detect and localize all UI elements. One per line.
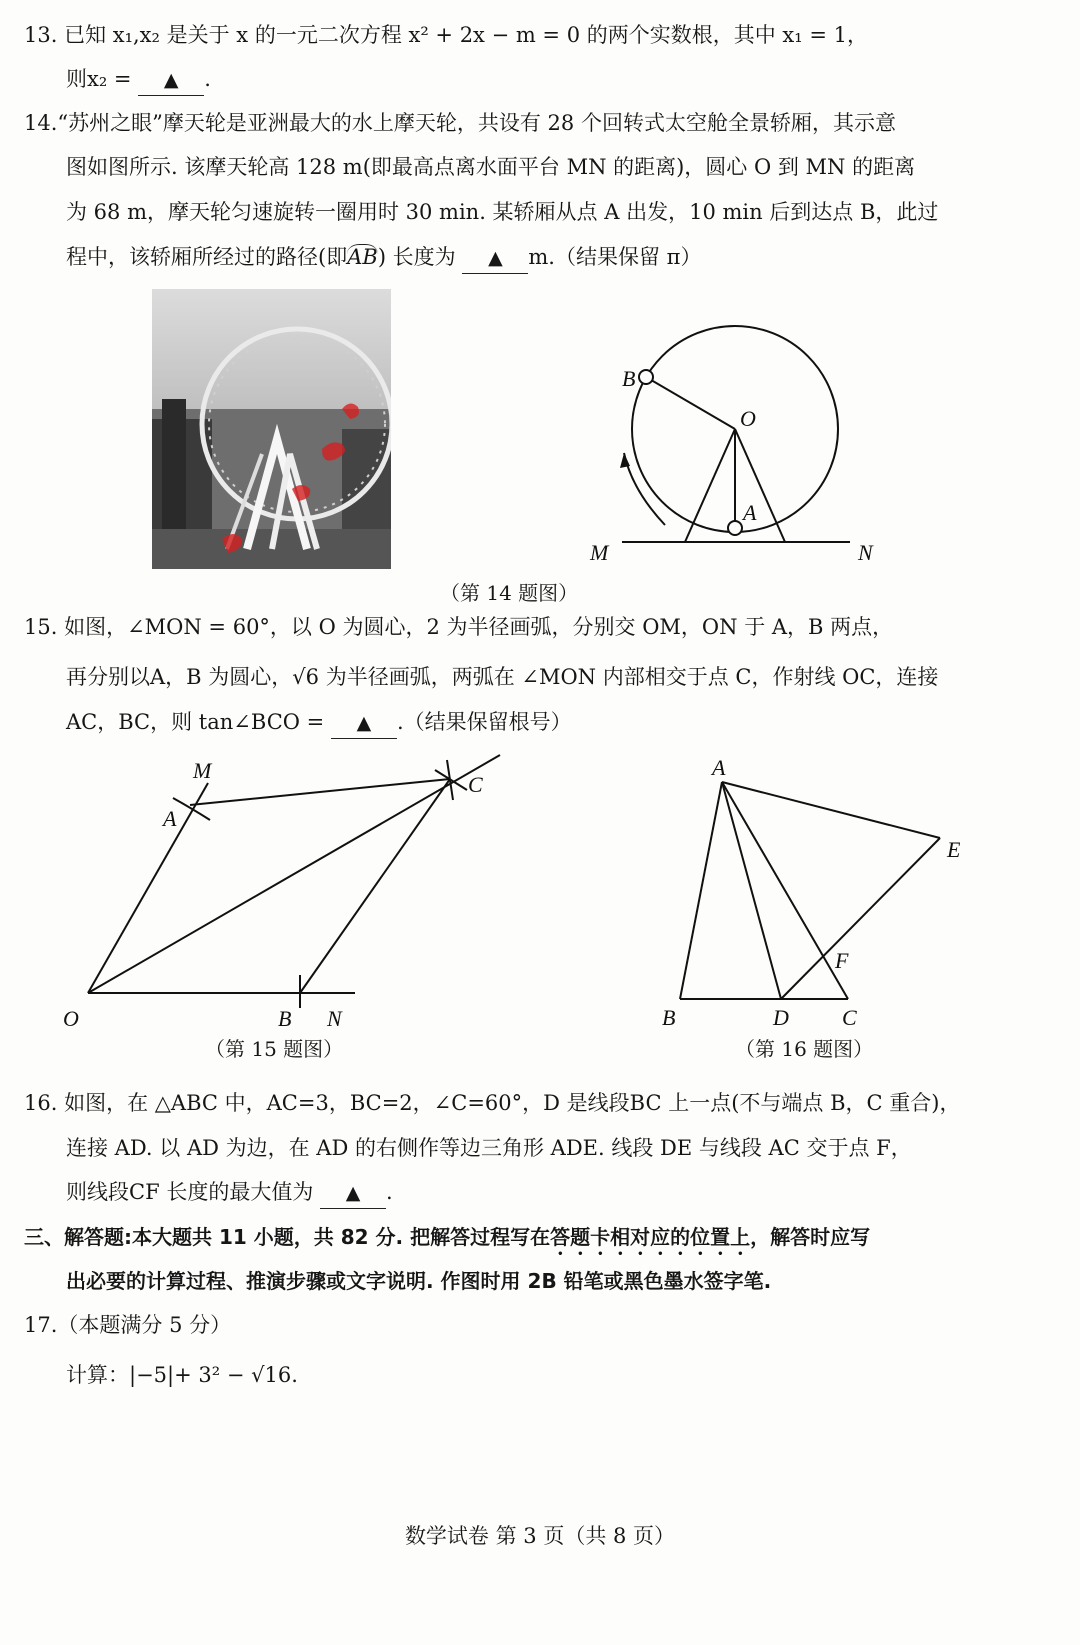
q15-line1: 15. 如图，∠MON = 60°，以 O 为圆心，2 为半径画弧，分别交 OM，ON 于 A，B 两点， bbox=[24, 615, 894, 639]
q14-line1: 14.“苏州之眼”摩天轮是亚洲最大的水上摩天轮，共设有 28 个回转式太空舱全景轿厢，其示意 bbox=[24, 111, 896, 135]
q15-line2: 再分别以A，B 为圆心，√6 为半径画弧，两弧在 ∠MON 内部相交于点 C，作射线 OC，连接 bbox=[66, 665, 939, 689]
label-b: B bbox=[662, 1005, 676, 1030]
section3-line1: 三、解答题:本大题共 11 小题，共 82 分. 把解答过程写在答题卡相对应的位置上，解答时应写 bbox=[24, 1225, 871, 1249]
q17-title: 17.（本题满分 5 分） bbox=[24, 1313, 232, 1337]
label-a: A bbox=[163, 806, 177, 831]
label-o: O bbox=[740, 406, 756, 431]
q14-caption: （第 14 题图） bbox=[440, 581, 579, 605]
page-footer: 数学试卷 第 3 页（共 8 页） bbox=[404, 1524, 676, 1548]
q16-line3: 则线段CF 长度的最大值为 ▲ . bbox=[66, 1177, 393, 1209]
q13-line1: 13. 已知 x₁,x₂ 是关于 x 的一元二次方程 x² + 2x − m = 0 的两个实数根，其中 x₁ = 1， bbox=[24, 23, 868, 47]
q16-line1: 16. 如图，在 △ABC 中，AC=3，BC=2，∠C=60°，D 是线段BC 上一点(不与端点 B，C 重合)， bbox=[24, 1091, 961, 1115]
label-e: E bbox=[947, 837, 961, 862]
emphasis-text: 答题卡相对应的位置上 bbox=[550, 1225, 751, 1249]
q13-line2: 则x₂ = ▲ . bbox=[66, 64, 211, 96]
answer-blank-16: ▲ bbox=[320, 1177, 386, 1209]
q15-caption: （第 15 题图） bbox=[205, 1037, 344, 1061]
label-a: A bbox=[712, 755, 726, 780]
answer-blank-14: ▲ bbox=[462, 242, 528, 274]
label-m: M bbox=[193, 758, 212, 783]
ferris-wheel-photo bbox=[152, 289, 391, 569]
label-n: N bbox=[327, 1006, 342, 1031]
q15-diagram bbox=[55, 750, 525, 1040]
label-b: B bbox=[278, 1006, 292, 1031]
label-c: C bbox=[842, 1005, 857, 1030]
answer-blank-15: ▲ bbox=[331, 707, 397, 739]
label-f: F bbox=[835, 948, 849, 973]
answer-blank-13: ▲ bbox=[138, 64, 204, 96]
q14-line2: 图如图所示. 该摩天轮高 128 m(即最高点离水面平台 MN 的距离)，圆心 O 到 MN 的距离 bbox=[66, 155, 916, 179]
q16-line2: 连接 AD. 以 AD 为边，在 AD 的右侧作等边三角形 ADE. 线段 DE 与线段 AC 交于点 F， bbox=[66, 1136, 912, 1160]
label-m: M bbox=[590, 540, 609, 565]
label-b: B bbox=[622, 366, 636, 391]
q14-line3: 为 68 m，摩天轮匀速旋转一圈用时 30 min. 某轿厢从点 A 出发，10 min 后到达点 B，此过 bbox=[66, 200, 939, 224]
label-o: O bbox=[63, 1006, 79, 1031]
section3-line2: 出必要的计算过程、推演步骤或文字说明. 作图时用 2B 铅笔或黑色墨水签字笔. bbox=[66, 1269, 772, 1293]
label-d: D bbox=[773, 1005, 789, 1030]
label-c: C bbox=[468, 772, 483, 797]
label-n: N bbox=[858, 540, 873, 565]
q15-line3: AC，BC，则 tan∠BCO = ▲ .（结果保留根号） bbox=[66, 707, 572, 739]
q14-line4: 程中，该轿厢所经过的路径(即AB) 长度为 ▲ m.（结果保留 π） bbox=[66, 242, 701, 274]
q14-diagram bbox=[580, 320, 880, 580]
arc-ab: AB bbox=[347, 245, 378, 269]
q16-diagram bbox=[650, 755, 980, 1035]
q16-caption: （第 16 题图） bbox=[735, 1037, 874, 1061]
label-a: A bbox=[743, 500, 757, 525]
q17-content: 计算：|−5|+ 3² − √16. bbox=[66, 1363, 298, 1387]
